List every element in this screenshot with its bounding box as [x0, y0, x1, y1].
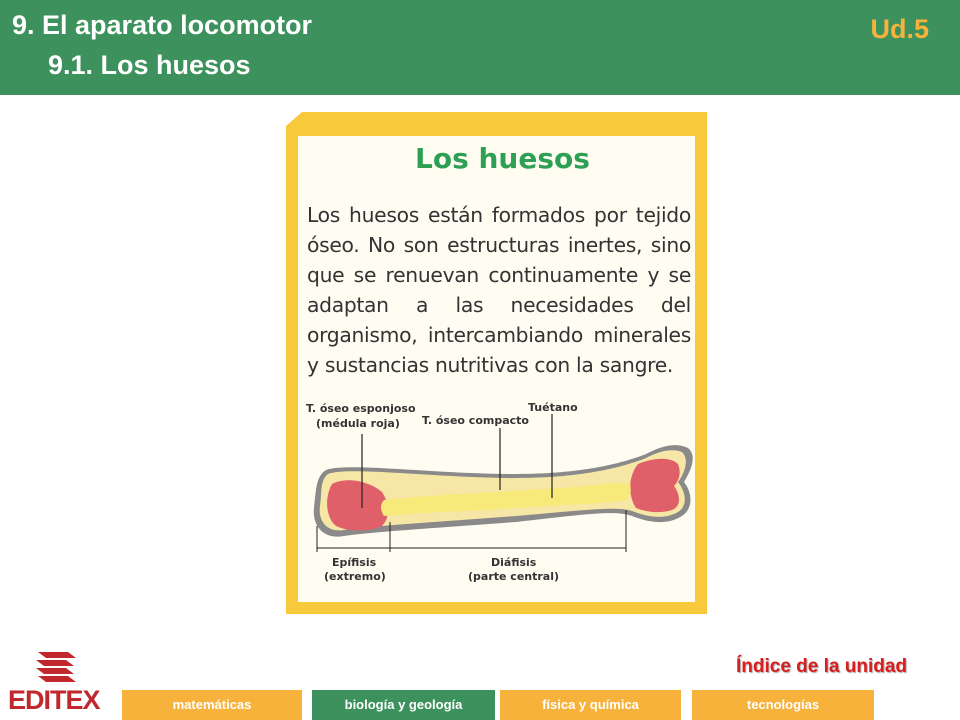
label-diaphysis-desc: (parte central) — [468, 570, 560, 583]
tab-tecnologias[interactable]: tecnologías — [692, 690, 874, 720]
label-diaphysis: Diáfisis — [491, 556, 537, 569]
bones-info-card — [286, 112, 707, 614]
label-epiphysis-desc: (extremo) — [324, 570, 386, 583]
unit-index-link[interactable]: Índice de la unidad — [736, 656, 908, 677]
label-marrow: Tuétano — [528, 401, 578, 414]
logo-text: EDITEX — [8, 685, 100, 715]
label-compact-tissue: T. óseo compacto — [422, 414, 529, 427]
label-spongy-tissue: T. óseo esponjoso — [306, 402, 416, 415]
editex-logo — [8, 648, 104, 714]
header-bar — [0, 0, 960, 95]
bone-diagram — [286, 112, 707, 614]
card-paragraph: Los huesos están formados por tejido óseo. No son estructuras inertes, sino que se renuevan continuamente y se adaptan a las necesidades del organismo, intercambiando minerales y sustancias nutritivas con la sangre. — [307, 203, 691, 377]
tab-biologia-geologia[interactable]: biología y geología — [312, 690, 495, 720]
tab-fisica-quimica[interactable]: física y química — [500, 690, 681, 720]
label-red-marrow: (médula roja) — [316, 417, 400, 430]
card-title: Los huesos — [415, 142, 590, 175]
unit-badge: Ud.5 — [870, 14, 929, 44]
label-epiphysis: Epífisis — [332, 556, 377, 569]
tab-matematicas[interactable]: matemáticas — [122, 690, 302, 720]
book-logo-icon — [32, 648, 82, 684]
page-subtitle: 9.1. Los huesos — [48, 50, 251, 80]
page-title: 9. El aparato locomotor — [12, 10, 313, 40]
